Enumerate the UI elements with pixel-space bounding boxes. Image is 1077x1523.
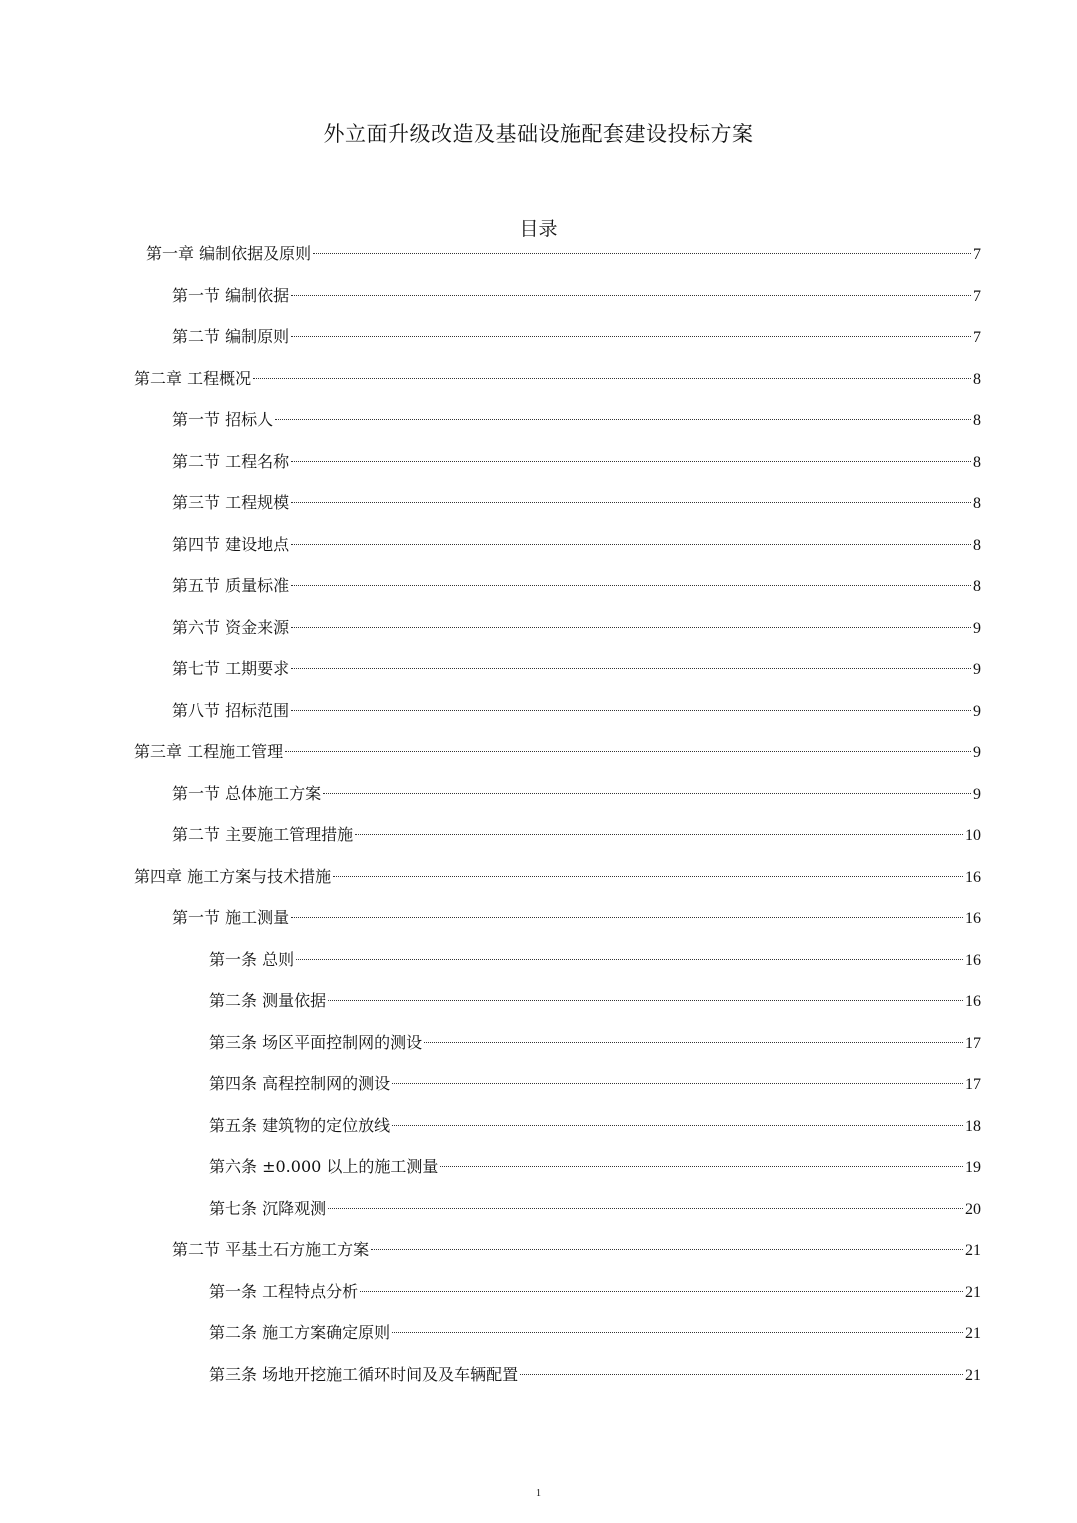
toc-leader-dots xyxy=(355,834,963,835)
toc-entry-page: 20 xyxy=(965,1201,981,1218)
toc-leader-dots xyxy=(296,959,963,960)
toc-entry[interactable] xyxy=(209,1362,981,1388)
toc-entry[interactable] xyxy=(209,947,981,973)
toc-leader-dots xyxy=(333,876,963,877)
toc-leader-dots xyxy=(291,917,963,918)
toc-entry-page: 21 xyxy=(965,1367,981,1384)
toc-entry-page: 21 xyxy=(965,1284,981,1301)
toc-leader-dots xyxy=(291,585,971,586)
toc-entry-title: 第二条 测量依据 xyxy=(209,991,327,1010)
toc-entry[interactable] xyxy=(134,366,981,392)
toc-entry-page: 8 xyxy=(973,412,981,429)
toc-entry-page: 17 xyxy=(965,1035,981,1052)
toc-entry[interactable] xyxy=(172,573,981,599)
toc-entry[interactable] xyxy=(172,490,981,516)
toc-entry[interactable] xyxy=(172,698,981,724)
toc-entry-title: 第四条 高程控制网的测设 xyxy=(209,1074,391,1093)
toc-entry-page: 7 xyxy=(973,329,981,346)
toc-entry[interactable] xyxy=(209,1279,981,1305)
toc-leader-dots xyxy=(440,1166,963,1167)
toc-leader-dots xyxy=(424,1042,963,1043)
toc-entry-page: 16 xyxy=(965,910,981,927)
toc-leader-dots xyxy=(291,295,971,296)
toc-entry-page: 16 xyxy=(965,869,981,886)
toc-leader-dots xyxy=(392,1332,963,1333)
toc-entry-title: 第四章 施工方案与技术措施 xyxy=(134,867,332,886)
toc-entry-title: 第一条 总则 xyxy=(209,950,295,969)
toc-entry-title: 第一条 工程特点分析 xyxy=(209,1282,359,1301)
toc-entry-page: 21 xyxy=(965,1242,981,1259)
toc-entry-page: 10 xyxy=(965,827,981,844)
toc-leader-dots xyxy=(291,627,971,628)
toc-entry-page: 8 xyxy=(973,371,981,388)
toc-entry-title: 第二章 工程概况 xyxy=(134,369,252,388)
toc-entry[interactable] xyxy=(172,407,981,433)
toc-entry-page: 9 xyxy=(973,661,981,678)
toc-entry[interactable] xyxy=(172,324,981,350)
toc-entry[interactable] xyxy=(134,739,981,765)
toc-entry-page: 9 xyxy=(973,703,981,720)
toc-leader-dots xyxy=(328,1208,963,1209)
toc-entry-title: 第三条 场区平面控制网的测设 xyxy=(209,1033,423,1052)
toc-entry-page: 16 xyxy=(965,952,981,969)
toc-entry-title: 第一章 编制依据及原则 xyxy=(146,244,312,263)
toc-leader-dots xyxy=(520,1374,963,1375)
toc-entry[interactable] xyxy=(134,864,981,890)
toc-entry-page: 9 xyxy=(973,786,981,803)
toc-entry-title: 第二节 编制原则 xyxy=(172,327,290,346)
toc-leader-dots xyxy=(275,419,971,420)
toc-leader-dots xyxy=(291,710,971,711)
toc-entry[interactable] xyxy=(209,1030,981,1056)
toc-entry[interactable] xyxy=(172,656,981,682)
toc-entry-title: 第五节 质量标准 xyxy=(172,576,290,595)
toc-entry[interactable] xyxy=(209,1071,981,1097)
toc-leader-dots xyxy=(291,502,971,503)
toc-entry[interactable] xyxy=(172,449,981,475)
toc-entry-title: 第三节 工程规模 xyxy=(172,493,290,512)
toc-entry-page: 7 xyxy=(973,288,981,305)
toc-entry-title: 第四节 建设地点 xyxy=(172,535,290,554)
toc-entry-title: 第一节 编制依据 xyxy=(172,286,290,305)
toc-entry[interactable] xyxy=(209,1196,981,1222)
toc-entry-title: 第七条 沉降观测 xyxy=(209,1199,327,1218)
toc-entry-page: 18 xyxy=(965,1118,981,1135)
toc-leader-dots xyxy=(328,1000,963,1001)
toc-leader-dots xyxy=(313,253,971,254)
toc-entry-page: 19 xyxy=(965,1159,981,1176)
toc-entry-title: 第一节 招标人 xyxy=(172,410,274,429)
toc-entry-title: 第三条 场地开挖施工循环时间及及车辆配置 xyxy=(209,1365,519,1384)
toc-entry-title: 第二节 平基土石方施工方案 xyxy=(172,1240,370,1259)
toc-entry[interactable] xyxy=(172,822,981,848)
toc-leader-dots xyxy=(253,378,971,379)
toc-entry-title: 第六节 资金来源 xyxy=(172,618,290,637)
toc-leader-dots xyxy=(392,1125,963,1126)
toc-leader-dots xyxy=(360,1291,963,1292)
toc-entry[interactable] xyxy=(172,905,981,931)
toc-entry-title: 第三章 工程施工管理 xyxy=(134,742,284,761)
toc-entry-page: 8 xyxy=(973,454,981,471)
toc-entry[interactable] xyxy=(209,1113,981,1139)
toc-entry[interactable] xyxy=(209,1320,981,1346)
toc-entry-title: 第二节 主要施工管理措施 xyxy=(172,825,354,844)
document-title: 外立面升级改造及基础设施配套建设投标方案 xyxy=(323,122,754,146)
toc-leader-dots xyxy=(291,668,971,669)
toc-leader-dots xyxy=(291,544,971,545)
toc-entry-title: 第七节 工期要求 xyxy=(172,659,290,678)
toc-entry-page: 8 xyxy=(973,495,981,512)
toc-leader-dots xyxy=(323,793,971,794)
toc-entry-title: 第一节 施工测量 xyxy=(172,908,290,927)
toc-entry-page: 21 xyxy=(965,1325,981,1342)
toc-leader-dots xyxy=(291,461,971,462)
toc-entry-title: 第五条 建筑物的定位放线 xyxy=(209,1116,391,1135)
page-number: 1 xyxy=(536,1488,541,1499)
toc-entry-title: 第八节 招标范围 xyxy=(172,701,290,720)
toc-leader-dots xyxy=(392,1083,963,1084)
toc-entry-page: 8 xyxy=(973,537,981,554)
toc-leader-dots xyxy=(291,336,971,337)
toc-entry[interactable] xyxy=(172,1237,981,1263)
toc-entry[interactable] xyxy=(209,988,981,1014)
toc-entry-page: 9 xyxy=(973,620,981,637)
toc-entry-page: 16 xyxy=(965,993,981,1010)
toc-entry-title: 第六条 ±0.000 以上的施工测量 xyxy=(209,1157,439,1176)
toc-entry-page: 17 xyxy=(965,1076,981,1093)
toc-entry-title: 第二条 施工方案确定原则 xyxy=(209,1323,391,1342)
toc-entry[interactable] xyxy=(146,241,981,267)
toc-entry[interactable] xyxy=(172,615,981,641)
toc-leader-dots xyxy=(285,751,971,752)
toc-heading: 目录 xyxy=(519,218,558,240)
toc-entry[interactable] xyxy=(172,781,981,807)
toc-leader-dots xyxy=(371,1249,963,1250)
toc-entry-page: 8 xyxy=(973,578,981,595)
toc-entry-title: 第二节 工程名称 xyxy=(172,452,290,471)
toc-entry[interactable] xyxy=(172,283,981,309)
toc-entry[interactable] xyxy=(209,1154,981,1180)
toc-entry[interactable] xyxy=(172,532,981,558)
toc-entry-page: 7 xyxy=(973,246,981,263)
toc-entry-title: 第一节 总体施工方案 xyxy=(172,784,322,803)
toc-entry-page: 9 xyxy=(973,744,981,761)
